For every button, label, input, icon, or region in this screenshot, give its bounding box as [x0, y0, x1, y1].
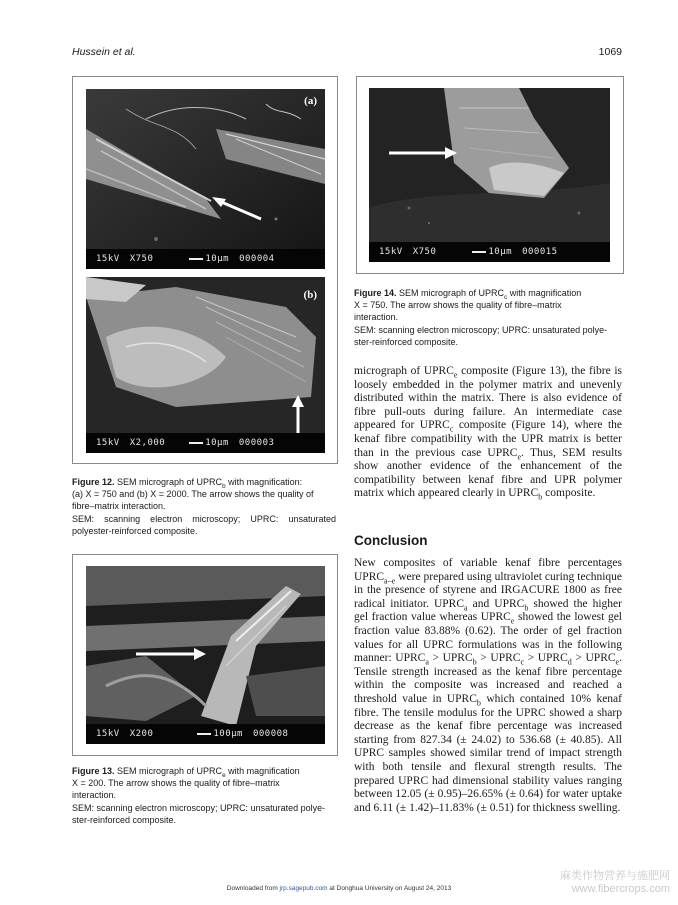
voltage-text: 15kV: [96, 729, 120, 739]
figure-12b-image: [86, 277, 325, 453]
text-run: e: [510, 616, 515, 626]
text-run: composite (Figure 13), the fibre is loosely embedded in the polymer matrix and unevenly distributed within the matrix. There is also evidence of fibre pull-outs during failure. An intermediate case appeared for UPRC: [354, 365, 622, 432]
watermark-line1: 麻类作物营养与施肥网: [560, 870, 670, 882]
text-run: which contained 10% kenaf fibre. The tensile modulus for the UPRC showed a sharp decrease as the kenaf fibre percentage was increased starting from 827.34 (± 24.02) to 536.68 (± 40.85). All UPRC samples showed similar trend of impact strength with both tensile and flexural strength results. The prepared UPRC had dimensional stability values ranging between 12.05 (± 0.95)–26.65% (± 0.64) for water uptake and 6.11 (± 1.42)–11.83% (± 0.51) for thickness swelling.: [354, 692, 622, 814]
text-run: showed the lowest gel fraction value 83.88% (0.62). The order of gel fraction values for all UPRC formulations was in the following manner: UPRC: [354, 611, 622, 665]
sem-databar: [86, 249, 325, 269]
figure-13-caption: Figure 13. SEM micrograph of $UPRC_e$ with magnification X = 200. The arrow shows the quality of fibre–matrix interaction. SEM: scanning electron microscopy; UPRC: unsaturated polye- ster-reinforced composite.: [72, 766, 326, 825]
image-id-text: 000004: [239, 254, 275, 264]
watermark-line2: www.fibercrops.com: [571, 883, 670, 895]
figure-14-caption: Figure 14. SEM micrograph of $UPRC_c$ with magnification X = 750. The arrow shows the quality of fibre–matrix interaction. SEM: scanning electron microscopy; UPRC: unsaturated polye- ster-reinforced composite.: [354, 288, 608, 347]
text-run: > UPRC: [524, 652, 568, 665]
text-run: e: [615, 657, 620, 667]
text-run: c: [449, 424, 454, 434]
footer-text: at Donghua University on August 24, 2013: [327, 885, 452, 892]
scale-text: 10μm: [472, 247, 512, 257]
scale-bar: [197, 733, 211, 735]
text-run: b: [476, 698, 481, 708]
scale-text: 100μm: [197, 729, 243, 739]
text-run: and UPRC: [467, 597, 525, 610]
text-run: composite (Figure 14), where the kenaf fibre compatibility with the UPR matrix is better than in the previous case UPRC: [354, 419, 622, 459]
scale-bar: [189, 442, 203, 444]
running-header-authors: Hussein et al.: [72, 46, 136, 58]
text-run: micrograph of UPRC: [354, 365, 454, 377]
figure-13-micrograph: [86, 566, 325, 744]
figure-14-micrograph: [369, 88, 610, 262]
image-id-text: 000015: [522, 247, 558, 257]
image-id-text: 000003: [238, 438, 275, 448]
text-run: showed the higher gel fraction value whereas UPRC: [354, 597, 622, 624]
sem-databar: [369, 242, 610, 262]
text-run: c: [520, 657, 525, 667]
footer-link[interactable]: jrp.sagepub.com: [279, 885, 328, 892]
image-id-text: 000008: [252, 729, 289, 739]
panel-label-b: (b): [303, 289, 317, 301]
magnification-text: X2,000: [129, 438, 166, 448]
text-run: b: [524, 603, 529, 613]
text-run: . Thus, SEM results show another evidence of the enhancement of the compatibility between kenaf fibre and UPR polymer matrix which appeared clearly in UPRC: [354, 446, 622, 500]
scale-bar: [189, 258, 203, 260]
text-run: b: [538, 492, 543, 502]
figure-label: Figure 13.: [72, 766, 115, 776]
text-run: a–e: [384, 575, 396, 585]
text-run: > UPRC: [476, 652, 521, 665]
figure-label: Figure 14.: [354, 288, 397, 298]
conclusion-body: [354, 557, 622, 815]
text-run: a: [464, 603, 468, 613]
sem-databar: [86, 433, 325, 453]
text-run: . Tensile strength increased as the kenaf fibre percentage within the composite was increased and reached a threshold value in UPRC: [354, 652, 622, 705]
conclusion-paragraph: [354, 557, 622, 815]
scale-text: 10μm: [189, 438, 229, 448]
text-run: b: [472, 657, 477, 667]
text-run: a: [425, 657, 429, 667]
magnification-text: X200: [129, 729, 154, 739]
text-run: e: [453, 370, 458, 380]
text-run: were prepared using ultraviolet curing technique in the presence of styrene and IRGACURE 1800 as free radical initiator. UPRC: [354, 570, 622, 610]
page-number: 1069: [598, 46, 622, 58]
text-run: > UPRC: [571, 652, 616, 665]
footer-text: Downloaded from: [226, 885, 280, 892]
text-run: > UPRC: [428, 652, 473, 665]
sem-databar: [86, 724, 325, 744]
text-run: composite.: [542, 487, 596, 500]
figure-14-image: [369, 88, 610, 262]
figure-12-frame: [72, 76, 338, 464]
scale-text: 10μm: [189, 254, 229, 264]
figure-12-caption: Figure 12. SEM micrograph of $UPRC_b$ with magnification: (a) X = 750 and (b) X = 2000. The arrow shows the quality of fibre–matrix interaction. SEM: scanning electron microscopy; UPRC: unsaturated polyester-reinforced composite.: [72, 477, 336, 536]
section-heading-conclusion: Conclusion: [354, 533, 428, 548]
body-paragraph: [354, 365, 622, 501]
text-run: d: [567, 657, 572, 667]
voltage-text: 15kV: [96, 438, 120, 448]
voltage-text: 15kV: [96, 254, 120, 264]
scale-bar: [472, 251, 486, 253]
figure-12a-micrograph: [86, 89, 325, 269]
text-run: e: [517, 451, 522, 461]
magnification-text: X750: [129, 254, 154, 264]
figure-12b-micrograph: [86, 277, 325, 453]
figure-12a-image: [86, 89, 325, 269]
figure-label: Figure 12.: [72, 477, 115, 487]
results-paragraph: [354, 365, 622, 501]
watermark: [560, 870, 670, 896]
figure-13-frame: [72, 554, 338, 756]
panel-label-a: (a): [304, 95, 317, 107]
figure-14-frame: [356, 76, 624, 274]
voltage-text: 15kV: [379, 247, 403, 257]
figure-13-image: [86, 566, 325, 744]
text-run: New composites of variable kenaf fibre percentages UPRC: [354, 557, 622, 583]
magnification-text: X750: [412, 247, 437, 257]
